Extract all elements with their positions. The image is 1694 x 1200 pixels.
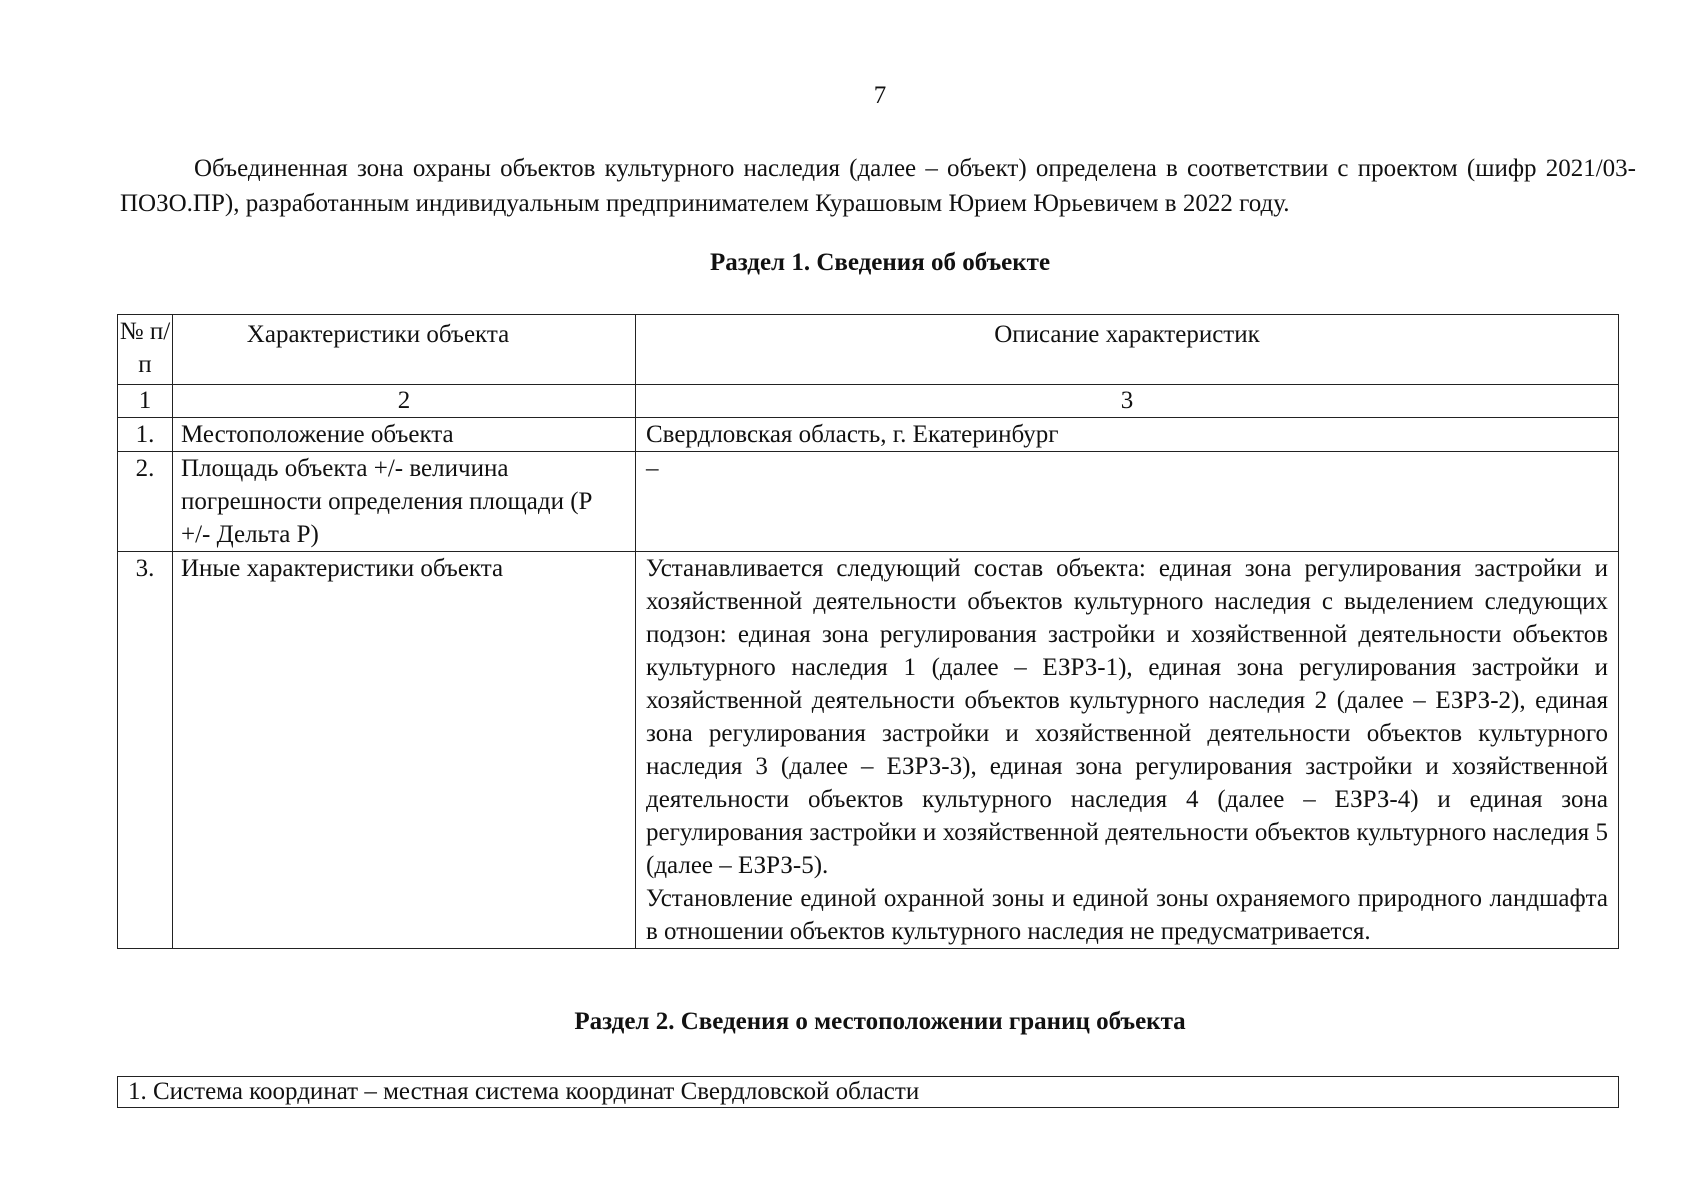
row-description: Свердловская область, г. Екатеринбург xyxy=(636,418,1619,452)
header-description: Описание характеристик xyxy=(636,315,1619,385)
header-num: № п/п xyxy=(118,315,173,385)
index-cell: 3 xyxy=(636,385,1619,418)
row-number: 1. xyxy=(118,418,173,452)
row-number: 3. xyxy=(118,552,173,949)
row-characteristic: Местоположение объекта xyxy=(173,418,636,452)
coordinate-system-box: 1. Система координат – местная система координат Свердловской области xyxy=(117,1076,1619,1108)
section2-title: Раздел 2. Сведения о местоположении границ объекта xyxy=(574,1008,1186,1035)
row-number: 2. xyxy=(118,452,173,552)
index-cell: 2 xyxy=(173,385,636,418)
section1-title: Раздел 1. Сведения об объекте xyxy=(709,249,1051,276)
row-characteristic: Площадь объекта +/- величина погрешности определения площади (Р +/- Дельта Р) xyxy=(173,452,636,552)
page-number: 7 xyxy=(873,82,887,109)
row-description-extra: Установление единой охранной зоны и единой зоны охраняемого природного ландшафта в отношении объектов культурного наследия не предусматривается. xyxy=(646,885,1608,945)
header-characteristics: Характеристики объекта xyxy=(173,315,636,385)
intro-paragraph: Объединенная зона охраны объектов культурного наследия (далее – объект) определена в соответствии с проектом (шифр 2021/03-ПОЗО.ПР), разработанным индивидуальным предпринимателем Курашовым Юрием Юрьевичем в 2022 году. xyxy=(120,155,1636,217)
table-header-row xyxy=(118,315,1619,385)
table-row xyxy=(118,418,1619,452)
table-row xyxy=(118,452,1619,552)
index-cell: 1 xyxy=(118,385,173,418)
object-info-table xyxy=(117,314,1619,949)
table-index-row xyxy=(118,385,1619,418)
table-row xyxy=(118,552,1619,949)
row-description: – xyxy=(636,452,1619,552)
row-description: Устанавливается следующий состав объекта: единая зона регулирования застройки и хозяйственной деятельности объектов культурного наследия с выделением следующих подзон: единая зона регулирования застройки и хозяйственной деятельности объектов культурного наследия 1 (далее – ЕЗРЗ-1), единая зона регулирования застройки и хозяйственной деятельности объектов культурного наследия 2 (далее – ЕЗРЗ-2), единая зона регулирования застройки и хозяйственной деятельности объектов культурного наследия 3 (далее – ЕЗРЗ-3), единая зона регулирования застройки и хозяйственной деятельности объектов культурного наследия 4 (далее – ЕЗРЗ-4) и единая зона регулирования застройки и хозяйственной деятельности объектов культурного наследия 5 (далее – ЕЗРЗ-5). xyxy=(646,555,1608,879)
row-description-cell xyxy=(636,552,1619,949)
row-characteristic: Иные характеристики объекта xyxy=(173,552,636,949)
